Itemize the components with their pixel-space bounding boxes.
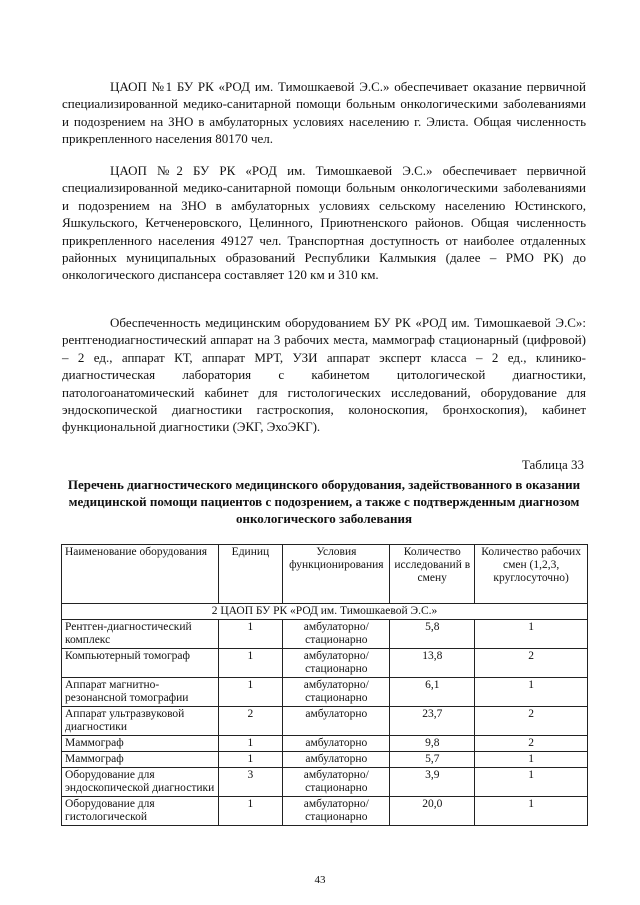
cell-units: 1 xyxy=(218,797,283,826)
cell-shifts: 1 xyxy=(475,752,588,768)
cell-equipment-name: Маммограф xyxy=(62,752,219,768)
cell-units: 1 xyxy=(218,620,283,649)
cell-units: 1 xyxy=(218,736,283,752)
cell-conditions: амбулаторно/ стационарно xyxy=(283,620,390,649)
cell-equipment-name: Оборудование для эндоскопической диагностики xyxy=(62,768,219,797)
cell-units: 3 xyxy=(218,768,283,797)
page-number: 43 xyxy=(314,874,326,886)
table-section-row xyxy=(62,604,588,620)
cell-studies-per-shift: 20,0 xyxy=(390,797,475,826)
cell-conditions: амбулаторно/ стационарно xyxy=(283,678,390,707)
table-row xyxy=(62,649,588,678)
cell-studies-per-shift: 23,7 xyxy=(390,707,475,736)
cell-shifts: 2 xyxy=(475,707,588,736)
cell-studies-per-shift: 3,9 xyxy=(390,768,475,797)
table-row xyxy=(62,707,588,736)
cell-studies-per-shift: 5,8 xyxy=(390,620,475,649)
table-title: Перечень диагностического медицинского оборудования, задействованного в оказании медицинской помощи пациентов с подозрением, а также с подтвержденным диагнозом онкологического заболевания xyxy=(67,477,581,526)
cell-conditions: амбулаторно xyxy=(283,752,390,768)
table-row xyxy=(62,797,588,826)
cell-equipment-name: Аппарат магнитно-резонансной томографии xyxy=(62,678,219,707)
table-row xyxy=(62,752,588,768)
table-row xyxy=(62,620,588,649)
cell-shifts: 2 xyxy=(475,736,588,752)
cell-conditions: амбулаторно/ стационарно xyxy=(283,797,390,826)
cell-shifts: 1 xyxy=(475,678,588,707)
header-units: Единиц xyxy=(218,545,283,604)
cell-studies-per-shift: 6,1 xyxy=(390,678,475,707)
cell-studies-per-shift: 9,8 xyxy=(390,736,475,752)
cell-conditions: амбулаторно/ стационарно xyxy=(283,649,390,678)
cell-equipment-name: Рентген-диагностический комплекс xyxy=(62,620,219,649)
cell-units: 1 xyxy=(218,649,283,678)
cell-units: 1 xyxy=(218,752,283,768)
cell-units: 1 xyxy=(218,678,283,707)
table-row xyxy=(62,736,588,752)
header-shifts: Количество рабочих смен (1,2,3, круглосуточно) xyxy=(475,545,588,604)
cell-conditions: амбулаторно/ стационарно xyxy=(283,768,390,797)
cell-shifts: 2 xyxy=(475,649,588,678)
section-title: 2 ЦАОП БУ РК «РОД им. Тимошкаевой Э.С.» xyxy=(62,604,588,620)
paragraph-tsaop-2: ЦАОП №2 БУ РК «РОД им. Тимошкаевой Э.С.» обеспечивает первичной специализированной медико-санитарной помощи больным онкологическими заболеваниями и подозрением на ЗНО в амбулаторных условиях сельскому населению Юстинского, Яшкульского, Кетченеровского, Целинного, Приютненского районов. Общая численность прикрепленного населения 49127 чел. Транспортная доступность от наиболее отдаленных районных муниципальных образований Республики Калмыкия (далее – РМО РК) до онкологического диспансера составляет 120 км и 310 км. xyxy=(62,163,586,283)
cell-units: 2 xyxy=(218,707,283,736)
equipment-table xyxy=(61,544,588,826)
cell-studies-per-shift: 13,8 xyxy=(390,649,475,678)
cell-conditions: амбулаторно xyxy=(283,736,390,752)
header-equipment-name: Наименование оборудования xyxy=(62,545,219,604)
paragraph-equipment: Обеспеченность медицинским оборудованием БУ РК «РОД им. Тимошкаевой Э.С»: рентгенодиагностический аппарат на 3 рабочих места, маммограф стационарный (цифровой) – 2 ед., аппарат КТ, аппарат МРТ, УЗИ аппарат эксперт класса – 2 ед., клинико-диагностическая лаборатория с кабинетом цитологической диагностики, патологоанатомический кабинет для гистологических исследований, оборудование для эндоскопической диагностики гастроскопия, колоноскопия, бронхоскопия), кабинет функциональной диагностики (ЭКГ, ЭхоЭКГ). xyxy=(62,315,586,435)
table-row xyxy=(62,678,588,707)
cell-shifts: 1 xyxy=(475,620,588,649)
cell-shifts: 1 xyxy=(475,797,588,826)
header-studies-per-shift: Количество исследований в смену xyxy=(390,545,475,604)
cell-equipment-name: Компьютерный томограф xyxy=(62,649,219,678)
table-caption: Таблица 33 xyxy=(521,457,584,472)
table-header-row xyxy=(62,545,588,604)
cell-studies-per-shift: 5,7 xyxy=(390,752,475,768)
cell-equipment-name: Аппарат ультразвуковой диагностики xyxy=(62,707,219,736)
paragraph-tsaop-1: ЦАОП №1 БУ РК «РОД им. Тимошкаевой Э.С.» обеспечивает оказание первичной специализированной медико-санитарной помощи больным онкологическими заболеваниями и подозрением на ЗНО в амбулаторных условиях населению г. Элиста. Общая численность прикрепленного населения 80170 чел. xyxy=(62,79,586,147)
header-conditions: Условия функционирования xyxy=(283,545,390,604)
cell-conditions: амбулаторно xyxy=(283,707,390,736)
cell-equipment-name: Оборудование для гистологической xyxy=(62,797,219,826)
cell-equipment-name: Маммограф xyxy=(62,736,219,752)
table-row xyxy=(62,768,588,797)
cell-shifts: 1 xyxy=(475,768,588,797)
